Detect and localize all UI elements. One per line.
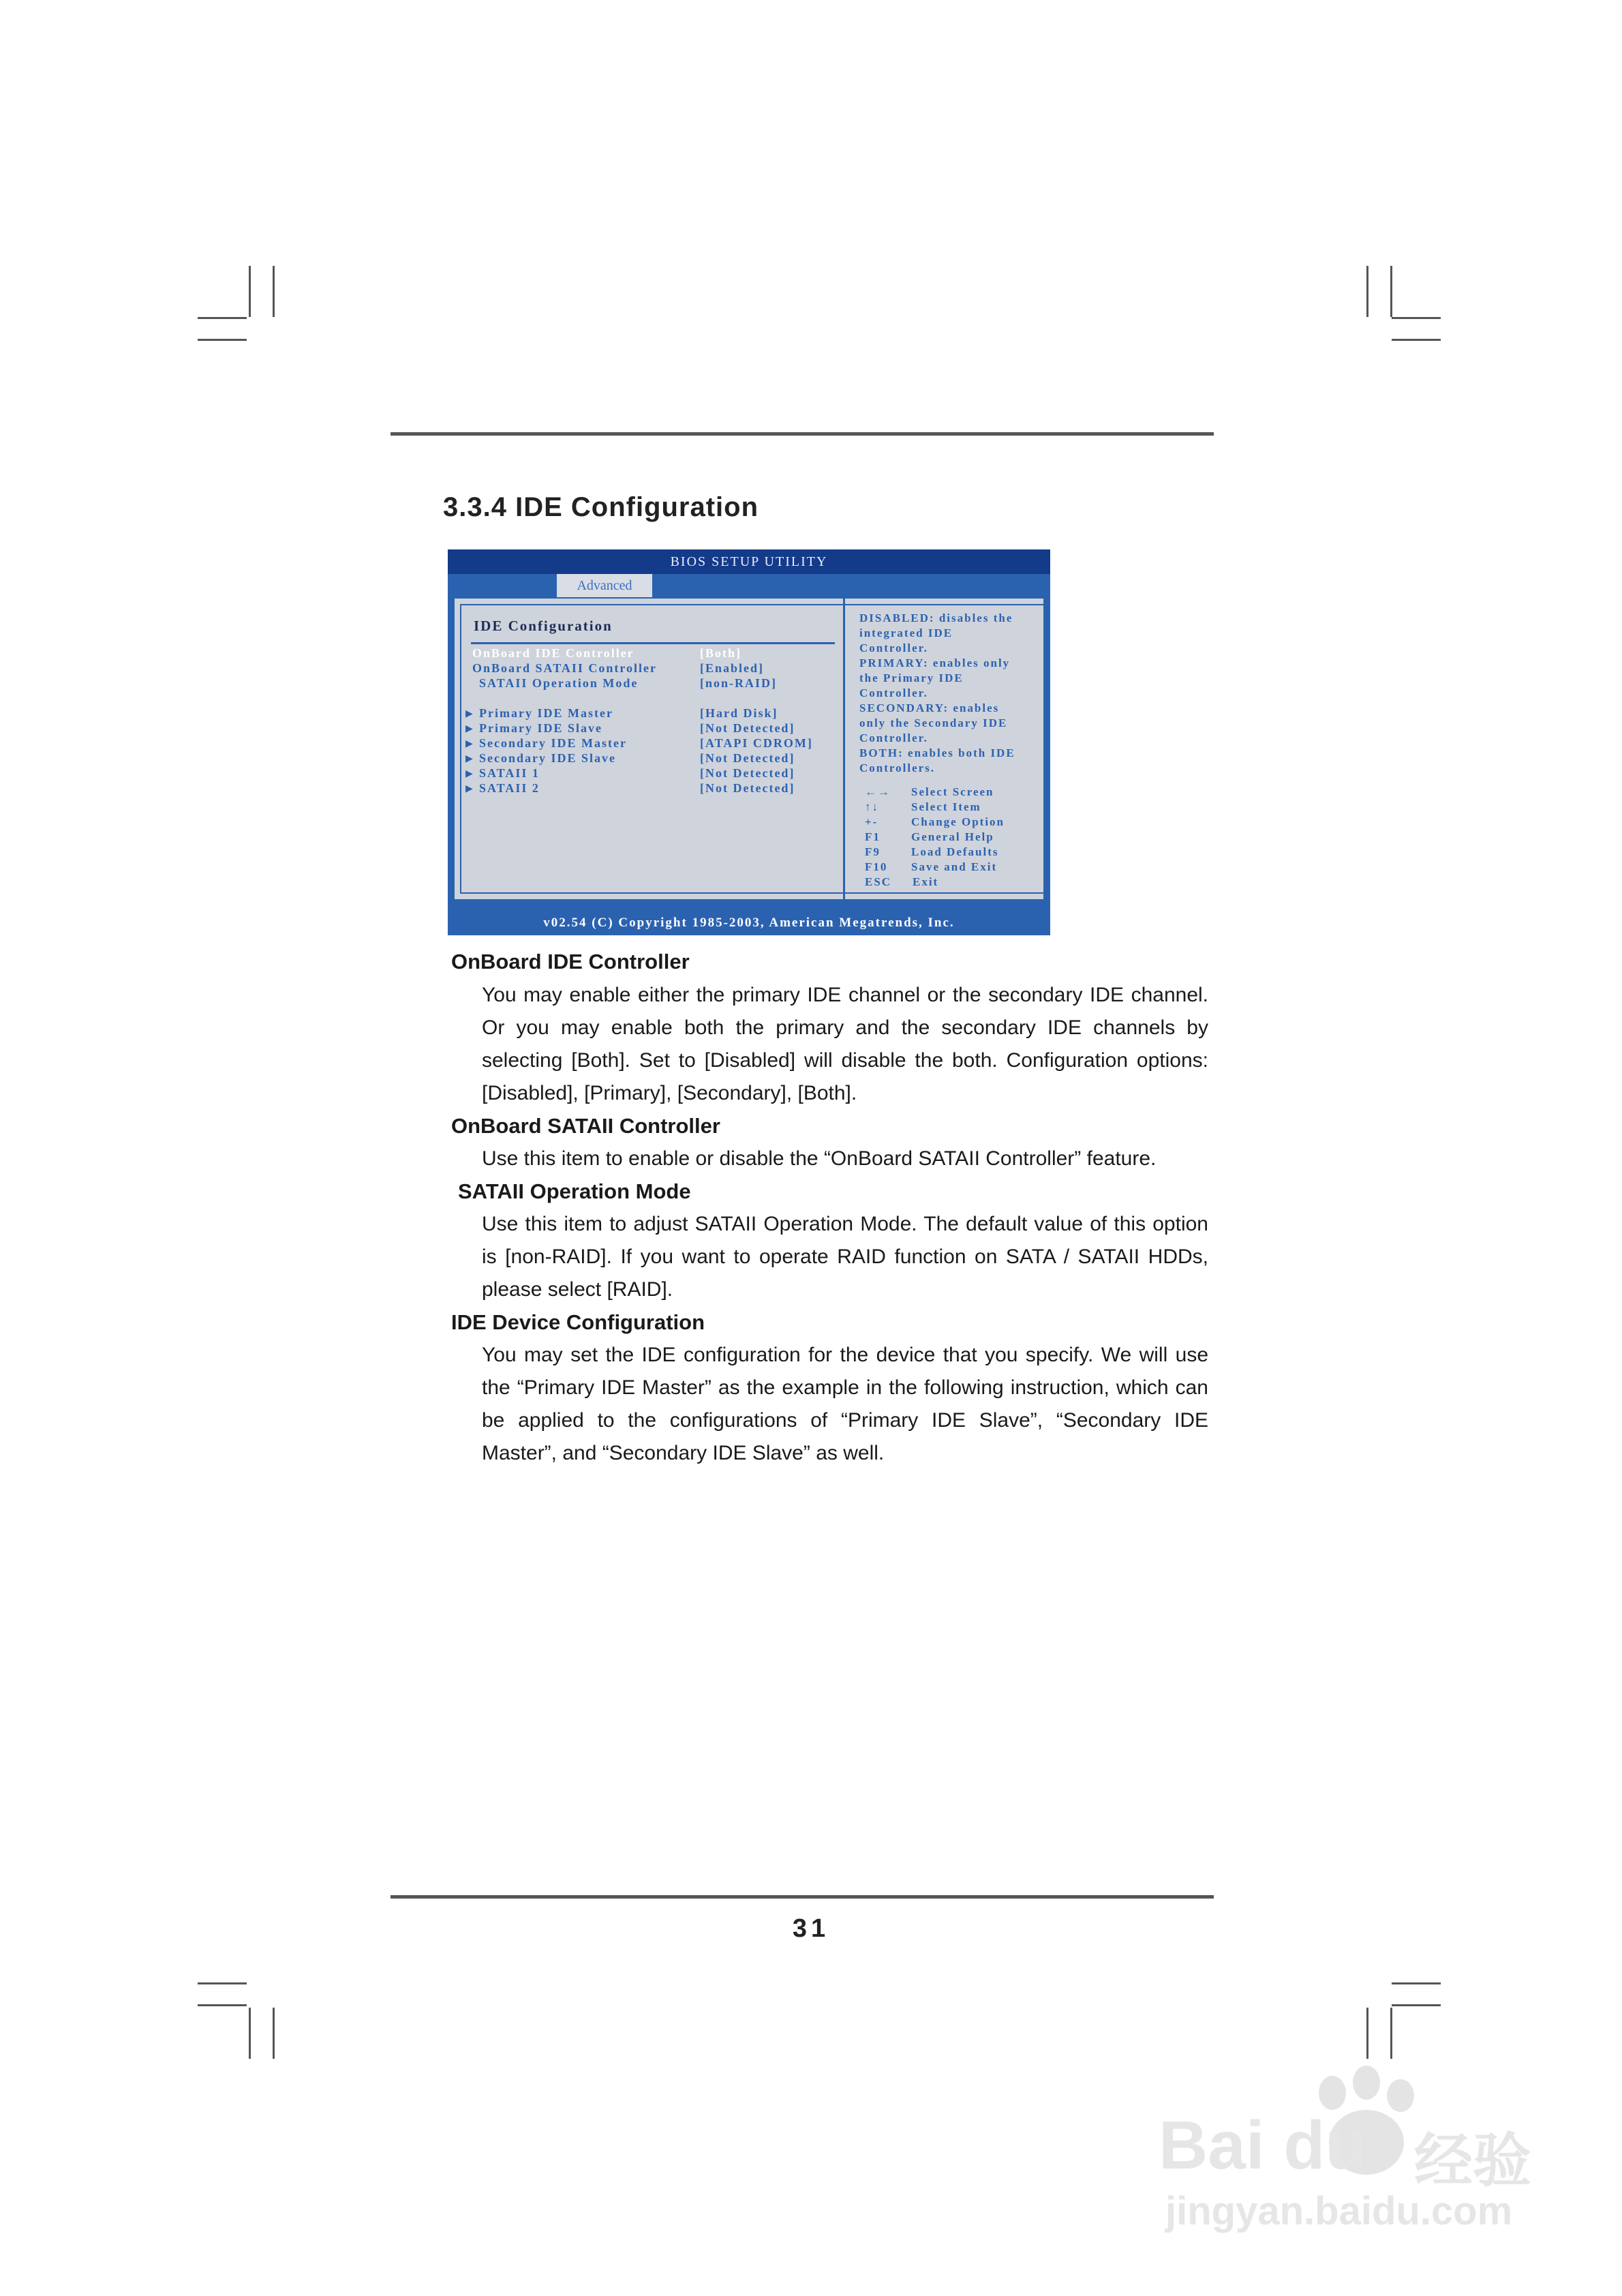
crop-mark [1390, 266, 1392, 317]
bios-key-action: Save and Exit [911, 860, 998, 873]
submenu-arrow-icon: ▶ [465, 753, 473, 764]
bios-item-label[interactable]: Secondary IDE Slave [479, 751, 617, 765]
watermark-brand-cn: 经验 [1414, 2128, 1531, 2194]
bios-footer: v02.54 (C) Copyright 1985-2003, American Megatrends, Inc. [543, 916, 955, 930]
submenu-arrow-icon: ▶ [465, 783, 473, 794]
crop-mark [198, 2004, 247, 2006]
bios-item-value[interactable]: [Both] [700, 646, 741, 660]
heading-onboard-sataii-controller: OnBoard SATAII Controller [451, 1114, 720, 1138]
bios-item-label[interactable]: Primary IDE Slave [479, 721, 602, 735]
heading-onboard-ide-controller: OnBoard IDE Controller [451, 950, 690, 973]
bios-key-name: F1 [865, 830, 881, 843]
bios-help-line: Controller. [859, 731, 928, 744]
crop-mark [1392, 2004, 1441, 2006]
bios-item-label[interactable]: SATAII 1 [479, 766, 540, 780]
bios-tab-advanced[interactable]: Advanced [557, 574, 652, 597]
submenu-arrow-icon: ▶ [465, 738, 473, 749]
bios-item-value[interactable]: [Enabled] [700, 661, 765, 675]
heading-ide-device-configuration: IDE Device Configuration [451, 1310, 705, 1334]
bios-help-text [859, 611, 1037, 776]
bios-key-name: ←→ [865, 785, 891, 798]
bios-key-action: Exit [913, 875, 939, 888]
paw-icon [1319, 2076, 1346, 2110]
crop-mark [1392, 317, 1441, 319]
bios-item-value[interactable]: [Not Detected] [700, 766, 795, 780]
crop-mark [1392, 339, 1441, 341]
bios-item-value[interactable]: [ATAPI CDROM] [700, 736, 813, 750]
crop-mark [249, 266, 251, 317]
bios-key-action: Load Defaults [911, 845, 999, 858]
crop-mark [198, 317, 247, 319]
bios-item-label[interactable]: Primary IDE Master [479, 706, 613, 720]
bios-help-line: the Primary IDE [859, 671, 964, 684]
submenu-arrow-icon: ▶ [465, 708, 473, 719]
crop-mark [1390, 2008, 1392, 2059]
bios-key-name: F10 [865, 860, 888, 873]
bios-key-action: Change Option [911, 815, 1005, 828]
bios-help-line: PRIMARY: enables only [859, 656, 1011, 669]
paw-icon [1387, 2079, 1414, 2112]
bios-item-value[interactable]: [Not Detected] [700, 751, 795, 765]
bios-key-action: General Help [911, 830, 994, 843]
bottom-rule [391, 1895, 1214, 1899]
crop-mark [1366, 2008, 1368, 2059]
bios-key-name: ↑↓ [865, 800, 879, 813]
bios-key-action: Select Item [911, 800, 981, 813]
crop-mark [198, 339, 247, 341]
paragraph-ide-device-configuration: You may set the IDE configuration for the device that you specify. We will use the “Primary IDE Master” as the example in the following instruction, which can be applied to the configurations of “Primary IDE Slave”, “Secondary IDE Master”, and “Secondary IDE Slave” as well. [482, 1344, 1208, 1464]
top-rule [391, 432, 1214, 436]
bios-help-line: integrated IDE [859, 626, 953, 639]
crop-mark [273, 266, 275, 317]
bios-help-line: Controller. [859, 641, 928, 654]
bios-key-name: +- [865, 815, 878, 828]
page-title: 3.3.4 IDE Configuration [443, 492, 759, 522]
crop-mark [249, 2008, 251, 2059]
watermark-brand: Bai du [1159, 2107, 1367, 2184]
crop-mark [273, 2008, 275, 2059]
paragraph-sataii-operation-mode: Use this item to adjust SATAII Operation Mode. The default value of this option is [non-RAID]. If you want to operate RAID function on SATA / SATAII HDDs, please select [RAID]. [482, 1213, 1208, 1301]
bios-help-line: Controller. [859, 686, 928, 699]
bios-title-bar: BIOS SETUP UTILITY [448, 549, 1050, 574]
bios-help-line: Controllers. [859, 761, 936, 774]
paw-icon [1353, 2066, 1380, 2100]
bios-panel-rule [471, 642, 835, 644]
bios-key-action: Select Screen [911, 785, 994, 798]
bios-item-label[interactable]: SATAII Operation Mode [479, 676, 639, 690]
bios-help-line: SECONDARY: enables [859, 701, 1000, 714]
crop-mark [1392, 1982, 1441, 1984]
crop-mark [198, 1982, 247, 1984]
bios-key-name: F9 [865, 845, 881, 858]
bios-item-label[interactable]: SATAII 2 [479, 781, 540, 795]
submenu-arrow-icon: ▶ [465, 723, 473, 734]
bios-item-value[interactable]: [Hard Disk] [700, 706, 778, 720]
crop-mark [1366, 266, 1368, 317]
bios-item-label[interactable]: Secondary IDE Master [479, 736, 627, 750]
submenu-arrow-icon: ▶ [465, 768, 473, 779]
bios-divider [843, 597, 845, 901]
watermark-url: jingyan.baidu.com [1165, 2189, 1513, 2233]
bios-help-line: BOTH: enables both IDE [859, 746, 1015, 759]
bios-item-value[interactable]: [non-RAID] [700, 676, 778, 690]
bios-key-name: ESC [865, 875, 892, 888]
heading-sataii-operation-mode: SATAII Operation Mode [458, 1179, 691, 1203]
bios-item-label[interactable]: OnBoard SATAII Controller [472, 661, 658, 675]
bios-item-label[interactable]: OnBoard IDE Controller [472, 646, 634, 660]
bios-help-line: DISABLED: disables the [859, 611, 1013, 624]
bios-item-value[interactable]: [Not Detected] [700, 721, 795, 735]
paragraph-onboard-sataii-controller: Use this item to enable or disable the “OnBoard SATAII Controller” feature. [482, 1147, 1157, 1170]
bios-item-value[interactable]: [Not Detected] [700, 781, 795, 795]
bios-panel-title: IDE Configuration [474, 618, 613, 634]
bios-help-line: only the Secondary IDE [859, 716, 1008, 729]
bios-screen [448, 549, 1050, 935]
paragraph-onboard-ide-controller: You may enable either the primary IDE channel or the secondary IDE channel. Or you may enable both the primary and the secondary IDE channels by selecting [Both]. Set to [Disabled] will disable the both. Configuration options: [Disabled], [Primary], [Secondary], [Both]. [482, 984, 1208, 1104]
page-number: 31 [792, 1914, 830, 1943]
